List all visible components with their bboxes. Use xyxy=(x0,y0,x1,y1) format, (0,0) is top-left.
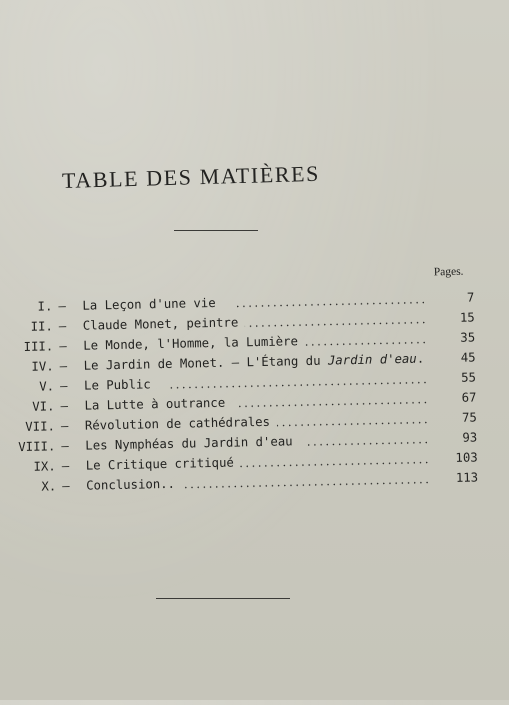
entry-title: Claude Monet, peintre xyxy=(82,315,239,333)
entry-numeral: VIII. xyxy=(18,439,56,455)
entry-title: La Leçon d'une vie xyxy=(82,295,216,313)
entry-numeral: IV. xyxy=(31,359,54,374)
dot-leader xyxy=(307,441,429,446)
entry-page-number: 67 xyxy=(461,390,477,405)
dot-leader xyxy=(236,301,426,307)
bottom-divider xyxy=(156,598,290,599)
entry-dash: — xyxy=(59,359,68,374)
entry-page-number: 113 xyxy=(455,470,479,485)
entry-title: Le Critique critiqué xyxy=(85,455,234,473)
dot-leader xyxy=(305,341,427,346)
entry-dash: — xyxy=(59,379,68,394)
entry-dash: — xyxy=(58,299,66,314)
entry-dash: — xyxy=(61,459,70,474)
entry-dash: — xyxy=(59,339,67,354)
entry-title: Le Monde, l'Homme, la Lumière xyxy=(83,334,299,353)
entry-title: Révolution de cathédrales xyxy=(84,414,271,433)
entry-title: Le Public xyxy=(83,377,151,393)
entry-title: Les Nymphéas du Jardin d'eau xyxy=(85,434,293,453)
dot-leader xyxy=(277,421,429,426)
dot-leader xyxy=(240,461,430,467)
entry-title: La Lutte à outrance xyxy=(84,395,226,413)
entry-numeral: VI. xyxy=(32,399,55,414)
dot-leader xyxy=(245,321,427,327)
entry-page-number: 103 xyxy=(455,450,478,465)
entry-page-number: 7 xyxy=(466,290,475,305)
entry-numeral: IX. xyxy=(33,459,56,474)
entry-numeral: V. xyxy=(39,379,55,394)
entry-title: Conclusion.. xyxy=(86,476,176,493)
dot-leader xyxy=(166,381,428,388)
entry-dash: — xyxy=(60,419,69,434)
entry-page-number: 15 xyxy=(459,310,475,325)
entry-dash: — xyxy=(61,439,69,454)
entry-title-end: . xyxy=(416,351,425,366)
entry-numeral: X. xyxy=(41,479,57,494)
entry-dash: — xyxy=(62,479,70,494)
entry-dash: — xyxy=(60,399,69,414)
entry-numeral: VII. xyxy=(25,419,56,434)
entry-numeral: III. xyxy=(23,339,54,354)
entry-page-number: 93 xyxy=(462,430,478,445)
page-title: TABLE DES MATIÈRES xyxy=(61,160,321,193)
entry-title-italic: Jardin d'eau xyxy=(327,351,417,368)
dot-leader xyxy=(182,481,430,488)
entry-page-number: 45 xyxy=(460,350,476,365)
entry-page-number: 75 xyxy=(461,410,477,425)
entry-dash: — xyxy=(58,319,67,334)
entry-numeral: I. xyxy=(37,299,53,314)
pages-column-label: Pages. xyxy=(433,265,464,279)
entry-numeral: II. xyxy=(30,319,53,334)
dot-leader xyxy=(239,401,429,407)
entry-page-number: 55 xyxy=(461,370,477,385)
entry-title-plain: Le Jardin de Monet. — L'Étang du xyxy=(83,353,329,373)
entry-page-number: 35 xyxy=(460,330,476,345)
